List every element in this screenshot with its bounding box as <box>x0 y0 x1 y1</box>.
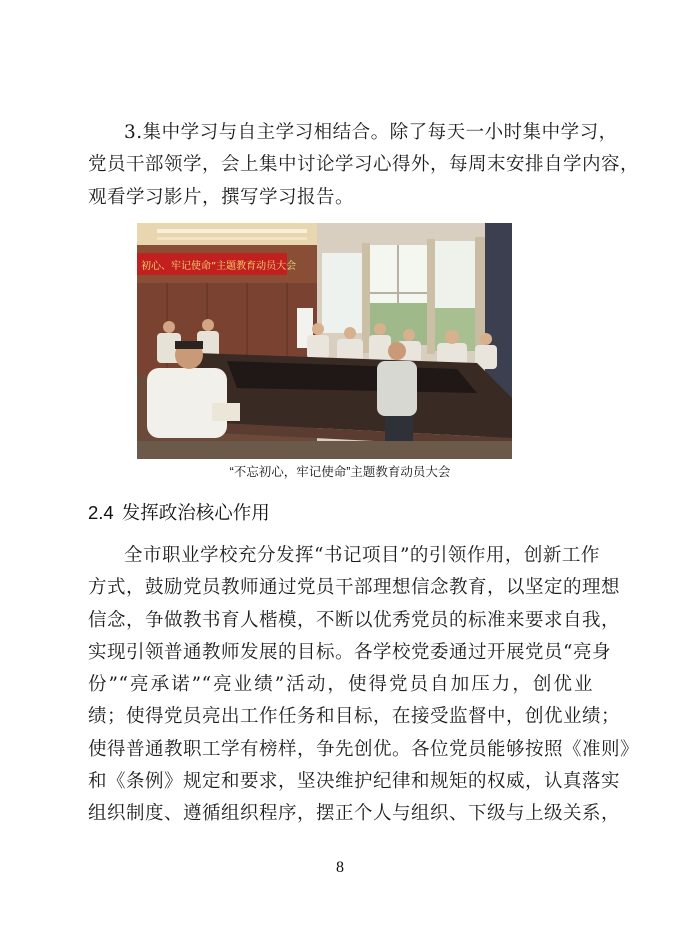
paragraph-line: 实现引领普通教师发展的目标。各学校党委通过开展党员“亮身 <box>88 641 611 663</box>
paragraph-line: 和《条例》规定和要求，坚决维护纪律和规矩的权威，认真落实 <box>88 771 621 793</box>
paragraph-line: 方式，鼓励党员教师通过党员干部理想信念教育，以坚定的理想 <box>88 577 621 599</box>
section-heading <box>88 499 270 525</box>
paragraph-line: 信念，争做教书育人楷模，不断以优秀党员的标准来要求自我， <box>88 609 621 631</box>
photo-caption: “不忘初心，牢记使命”主题教育动员大会 <box>229 465 451 479</box>
paragraph-line: 党员干部领学，会上集中讨论学习心得外，每周末安排自学内容， <box>88 154 640 176</box>
paragraph-line: 3.集中学习与自主学习相结合。除了每天一小时集中学习， <box>124 122 618 143</box>
body-paragraph <box>88 540 640 831</box>
paragraph-line: 绩；使得党员亮出工作任务和目标，在接受监督中，创优业绩； <box>88 706 621 728</box>
paragraph-line: 全市职业学校充分发挥“书记项目”的引领作用，创新工作 <box>124 545 600 566</box>
paragraph-line: 组织制度、遵循组织程序，摆正个人与组织、下级与上级关系， <box>88 803 621 825</box>
section-number: 2.4 <box>88 502 114 523</box>
paragraph-line: 使得普通教职工学有榜样，争先创优。各位党员能够按照《准则》 <box>88 738 640 760</box>
section-title: 发挥政治核心作用 <box>121 502 270 523</box>
paragraph-line: 份”“亮承诺”“亮业绩”活动，使得党员自加压力，创优业 <box>88 674 593 696</box>
intro-paragraph <box>88 117 640 214</box>
page-number: 8 <box>336 859 344 876</box>
banner-text: 初心、牢记使命”主题教育动员大会 <box>141 261 297 272</box>
meeting-photo <box>137 223 512 459</box>
paragraph-line: 观看学习影片，撰写学习报告。 <box>88 186 355 208</box>
